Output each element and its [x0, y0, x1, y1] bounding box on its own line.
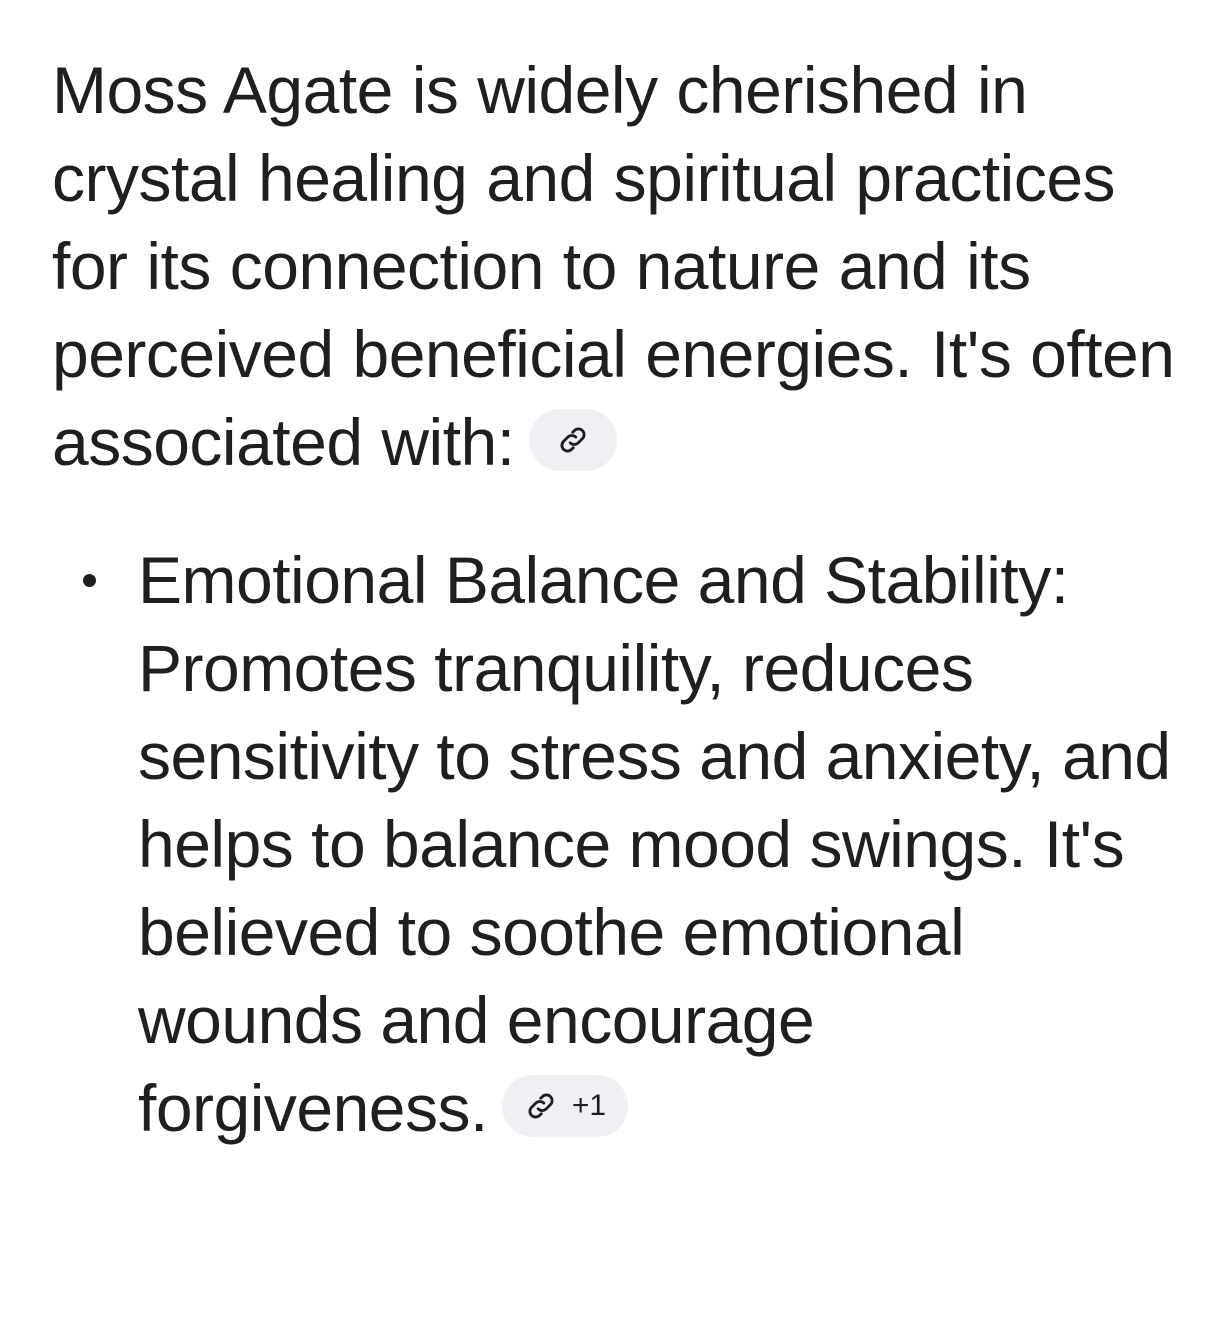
intro-paragraph: [52, 46, 1192, 486]
list-item-text: Emotional Balance and Stability: Promotes tranquility, reduces sensitivity to stress and anxiety, and helps to balance mood swings. It's believed to soothe emotional wounds and encourage forgiveness.: [138, 543, 1171, 1145]
response-content: [52, 46, 1192, 1152]
bullet-icon: [83, 574, 96, 587]
list-item: [52, 536, 1192, 1152]
link-icon: [524, 1089, 558, 1123]
citation-count: +1: [571, 1088, 607, 1122]
source-citation-chip[interactable]: [529, 409, 617, 471]
associations-list: [52, 536, 1192, 1152]
intro-text: Moss Agate is widely cherished in crystal healing and spiritual practices for its connection to nature and its perceived beneficial energies. It's often associated with:: [52, 53, 1175, 479]
source-citation-chip[interactable]: [502, 1075, 628, 1137]
link-icon: [556, 423, 590, 457]
